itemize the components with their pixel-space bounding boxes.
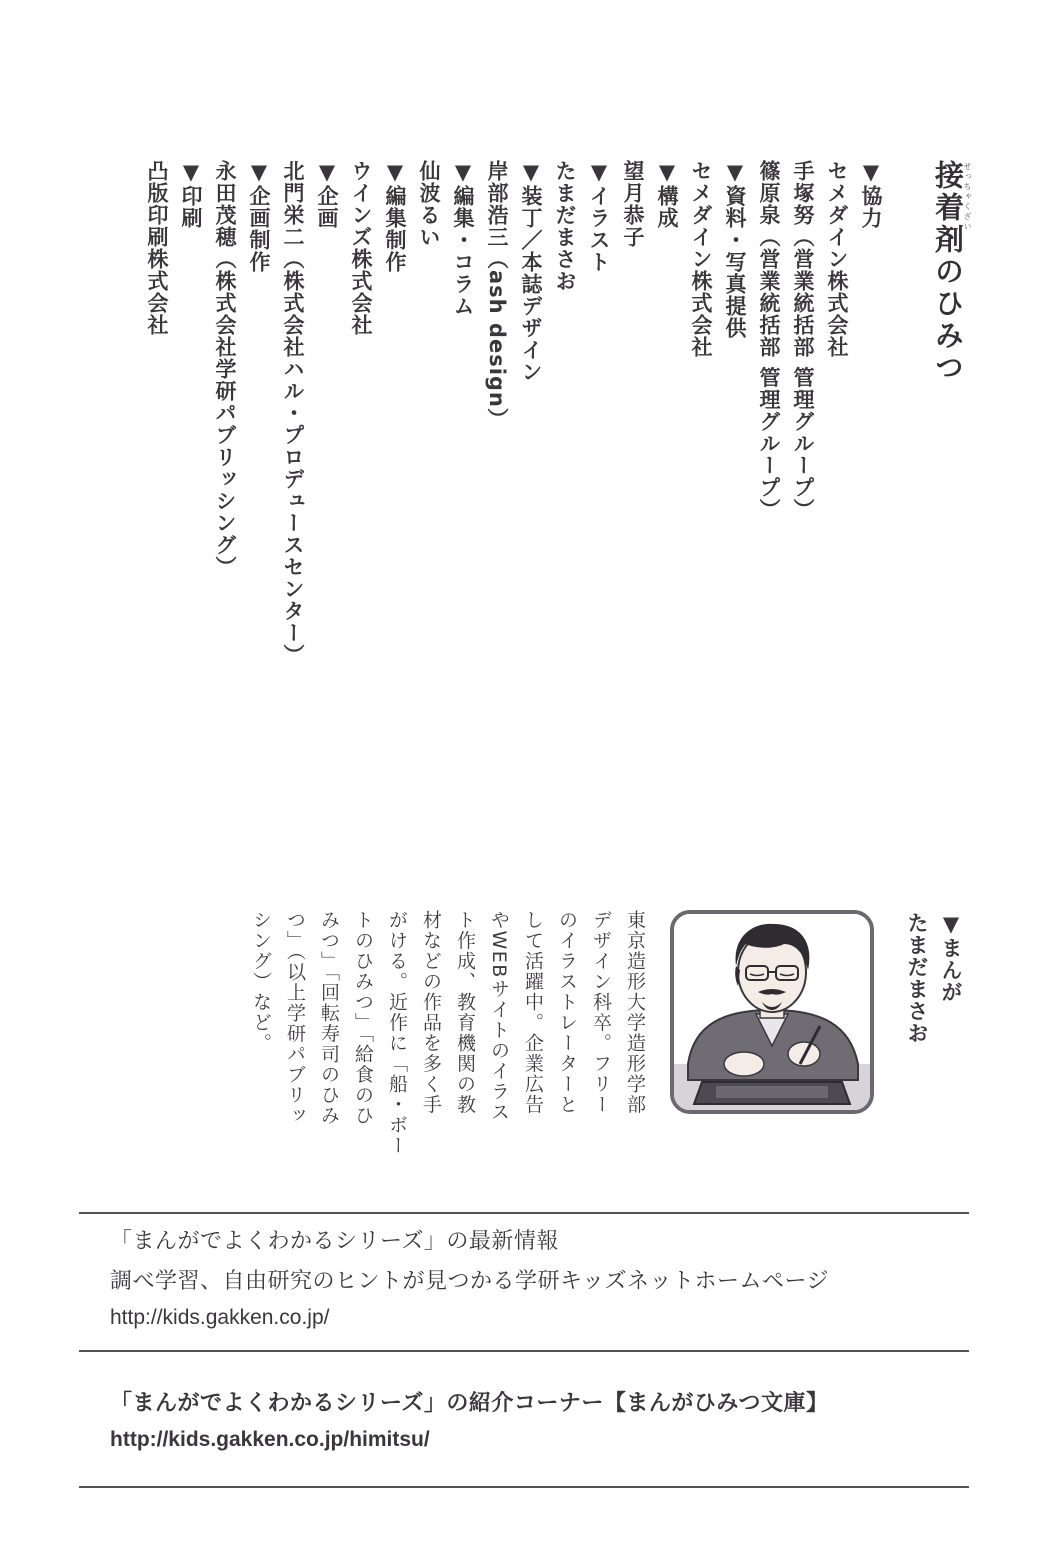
credit-構成-label: ▼構成 bbox=[655, 160, 679, 229]
bio-line: して活躍中。企業広告 bbox=[522, 910, 544, 1115]
divider bbox=[79, 1350, 969, 1352]
credit-name: 岸部浩三（ash design） bbox=[485, 160, 509, 430]
bio-line: デザイン科卒。フリー bbox=[590, 910, 612, 1115]
credit-name: 手塚努（営業統括部 管理グループ） bbox=[791, 160, 815, 521]
bio-line: シング）など。 bbox=[250, 910, 272, 1054]
credit-name: ウインズ株式会社 bbox=[349, 160, 373, 336]
credit-name: 永田茂穂（株式会社学研パブリッシング） bbox=[213, 160, 237, 578]
manga-label: ▼まんが bbox=[939, 912, 963, 1003]
title-ruby: せっちゃくざい bbox=[963, 162, 972, 232]
bio-line: 材などの作品を多く手 bbox=[420, 910, 442, 1115]
credit-name: 望月恭子 bbox=[621, 160, 645, 248]
credit-name: 仙波るい bbox=[417, 160, 441, 248]
footer-kidsnet-description: 調べ学習、自由研究のヒントが見つかる学研キッズネットホームページ bbox=[110, 1269, 830, 1294]
credit-編集制作-label: ▼編集制作 bbox=[383, 160, 407, 273]
credit-name: 篠原泉（営業統括部 管理グループ） bbox=[757, 160, 781, 521]
bio-line: つ」（以上学研パブリッ bbox=[284, 910, 306, 1126]
bio-line: トのひみつ」「給食のひ bbox=[352, 910, 374, 1126]
credit-name: セメダイン株式会社 bbox=[689, 160, 713, 358]
credit-協力-label: ▼協力 bbox=[859, 160, 883, 229]
credit-印刷-label: ▼印刷 bbox=[179, 160, 203, 229]
credit-イラスト-label: ▼イラスト bbox=[587, 160, 611, 273]
artist-portrait bbox=[670, 910, 874, 1114]
divider bbox=[79, 1486, 969, 1488]
credit-name: 凸版印刷株式会社 bbox=[145, 160, 169, 336]
bio-line: がける。近作に「船・ボー bbox=[386, 910, 408, 1156]
footer-himitsu-link[interactable]: http://kids.gakken.co.jp/himitsu/ bbox=[110, 1428, 430, 1451]
credit-企画制作-label: ▼企画制作 bbox=[247, 160, 271, 273]
manga-artist-name: たまだまさお bbox=[905, 912, 929, 1044]
footer-kidsnet-link[interactable]: http://kids.gakken.co.jp/ bbox=[110, 1306, 330, 1329]
credit-編集コラム-label: ▼編集・コラム bbox=[451, 160, 475, 317]
bio-line: みつ」「回転寿司のひみ bbox=[318, 910, 340, 1126]
page-title: 接着剤のひみつ bbox=[931, 160, 965, 384]
credit-装丁-label: ▼装丁／本誌デザイン bbox=[519, 160, 543, 383]
footer-news-heading: 「まんがでよくわかるシリーズ」の最新情報 bbox=[110, 1229, 559, 1254]
credit-name: セメダイン株式会社 bbox=[825, 160, 849, 358]
credit-name: 北門栄二（株式会社ハル・プロデュースセンター） bbox=[281, 160, 305, 666]
bio-line: ト作成、教育機関の教 bbox=[454, 910, 476, 1115]
divider bbox=[79, 1212, 969, 1214]
credit-資料-label: ▼資料・写真提供 bbox=[723, 160, 747, 339]
credit-企画-label: ▼企画 bbox=[315, 160, 339, 229]
credit-name: たまだまさお bbox=[553, 160, 577, 292]
footer-himitsu-heading: 「まんがでよくわかるシリーズ」の紹介コーナー【まんがひみつ文庫】 bbox=[110, 1391, 829, 1416]
bio-line: 東京造形大学造形学部 bbox=[624, 910, 646, 1115]
bio-line: やWEBサイトのイラス bbox=[488, 910, 510, 1123]
bio-line: のイラストレーターと bbox=[556, 910, 578, 1115]
